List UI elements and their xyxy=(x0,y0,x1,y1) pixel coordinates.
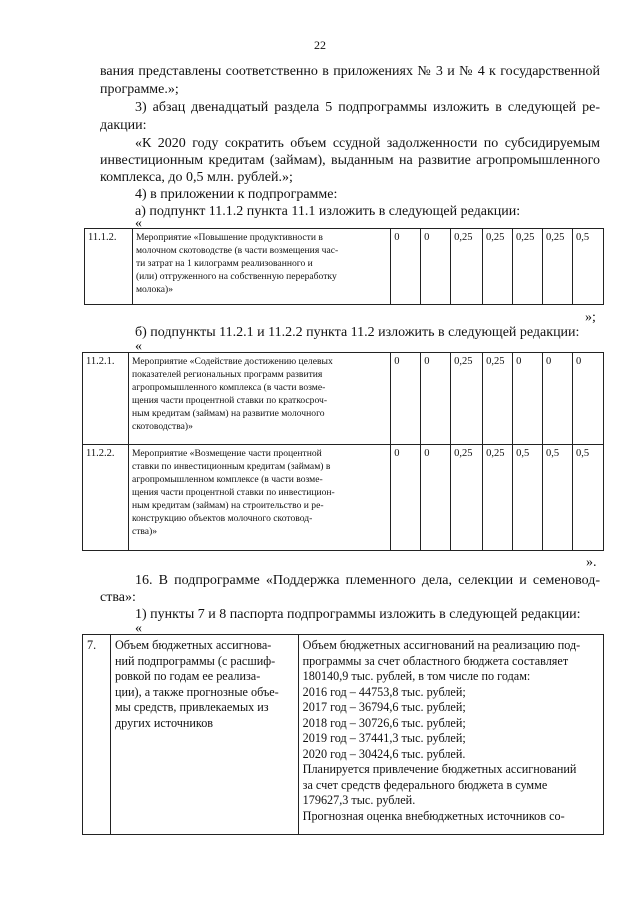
table-row xyxy=(83,445,604,551)
opening-quote: « xyxy=(135,216,142,231)
paragraph-line: б) подпункты 11.2.1 и 11.2.2 пункта 11.2 изложить в следующей редакции: xyxy=(135,325,580,340)
table-row xyxy=(83,635,604,835)
value-cell: 0,5 xyxy=(572,445,603,551)
value-cell: 0 xyxy=(391,229,421,305)
row-number: 7. xyxy=(83,635,111,835)
paragraph-line: 3) абзац двенадцатый раздела 5 подпрограммы изложить в следующей ре- xyxy=(135,100,600,115)
desc-line: скотоводства)» xyxy=(131,421,193,432)
table-row xyxy=(85,229,604,305)
row-number: 11.2.2. xyxy=(83,445,129,551)
paragraph-line: инвестиционным кредитам (займам), выданным на развитие агропромышленного xyxy=(100,153,600,168)
value-cell: 0 xyxy=(572,353,603,445)
desc-line: щения части процентной ставки по краткосроч- xyxy=(131,395,328,406)
table-subitem-11-1-2 xyxy=(84,228,604,305)
row-label xyxy=(110,635,298,835)
closing-quote: »; xyxy=(585,310,596,325)
row-description xyxy=(128,445,390,551)
page-number: 22 xyxy=(314,38,326,52)
desc-line: молочном скотоводстве (в части возмещения час- xyxy=(135,245,339,256)
desc-line: (или) отгруженного на собственную переработку xyxy=(135,271,337,282)
content-line: 180140,9 тыс. рублей, в том числе по годам: xyxy=(302,669,531,683)
value-cell: 0,25 xyxy=(483,229,513,305)
paragraph-line: «К 2020 году сократить объем ссудной задолженности по субсидируемым xyxy=(135,136,600,151)
content-line: 179627,3 тыс. рублей. xyxy=(302,793,416,807)
table-passport-item-7 xyxy=(82,634,604,835)
label-line: ции), а также прогнозные объе- xyxy=(114,684,279,699)
content-line: 2020 год – 30424,6 тыс. рублей. xyxy=(302,746,466,761)
paragraph-line: а) подпункт 11.1.2 пункта 11.1 изложить в следующей редакции: xyxy=(135,204,521,219)
content-line: 2017 год – 36794,6 тыс. рублей; xyxy=(302,700,466,714)
value-cell: 0 xyxy=(421,353,451,445)
desc-line: Мероприятие «Повышение продуктивности в xyxy=(135,232,323,243)
desc-line: ным кредитам (займам) на строительство и ре- xyxy=(131,500,324,511)
value-cell: 0,25 xyxy=(451,353,483,445)
table-row xyxy=(83,353,604,445)
row-content xyxy=(298,635,603,835)
paragraph-line: комплекса, до 0,5 млн. рублей.»; xyxy=(100,170,293,185)
desc-line: агропромышленном комплексе (в части возме- xyxy=(131,474,323,485)
desc-line: молока)» xyxy=(135,284,174,295)
row-number: 11.2.1. xyxy=(83,353,129,445)
content-line: 2016 год – 44753,8 тыс. рублей; xyxy=(302,684,466,699)
desc-line: ти затрат на 1 килограмм реализованного и xyxy=(135,258,313,269)
content-line: 2019 год – 37441,3 тыс. рублей; xyxy=(302,731,466,745)
paragraph-line: 16. В подпрограмме «Поддержка племенного дела, селекции и семеновод- xyxy=(135,573,600,588)
paragraph-line: ства»: xyxy=(100,590,136,605)
content-line: программы за счет областного бюджета составляет xyxy=(302,653,569,668)
value-cell: 0,5 xyxy=(513,445,543,551)
paragraph-line: вания представлены соответственно в приложениях № 3 и № 4 к государственной xyxy=(100,64,600,79)
value-cell: 0,25 xyxy=(451,445,483,551)
content-line: Прогнозная оценка внебюджетных источников со- xyxy=(302,808,565,823)
value-cell: 0 xyxy=(543,353,573,445)
label-line: мы средств, привлекаемых из xyxy=(114,700,269,714)
value-cell: 0,25 xyxy=(513,229,543,305)
opening-quote: « xyxy=(135,339,142,354)
label-line: ровкой по годам ее реализа- xyxy=(114,669,261,683)
row-number: 11.1.2. xyxy=(85,229,133,305)
desc-line: щения части процентной ставки по инвестицион- xyxy=(131,487,335,498)
value-cell: 0 xyxy=(421,229,451,305)
label-line: ний подпрограммы (с расшиф- xyxy=(114,653,276,668)
closing-quote: ». xyxy=(586,555,597,570)
value-cell: 0,5 xyxy=(543,445,573,551)
desc-line: агропромышленного комплекса (в части возме- xyxy=(131,382,326,393)
opening-quote: « xyxy=(135,621,142,636)
row-description xyxy=(132,229,390,305)
desc-line: конструкцию объектов молочного скотовод- xyxy=(131,513,313,524)
paragraph-line: дакции: xyxy=(100,118,147,133)
value-cell: 0 xyxy=(513,353,543,445)
value-cell: 0,25 xyxy=(483,445,513,551)
value-cell: 0 xyxy=(391,445,421,551)
desc-line: ства)» xyxy=(131,526,158,537)
table-subitems-11-2 xyxy=(82,352,604,551)
paragraph-line: 4) в приложении к подпрограмме: xyxy=(135,187,338,202)
content-line: Планируется привлечение бюджетных ассигнований xyxy=(302,762,577,776)
paragraph-line: программе.»; xyxy=(100,82,179,97)
value-cell: 0,25 xyxy=(451,229,483,305)
content-line: 2018 год – 30726,6 тыс. рублей; xyxy=(302,715,466,730)
desc-line: Мероприятие «Возмещение части процентной xyxy=(131,448,322,459)
label-line: Объем бюджетных ассигнова- xyxy=(114,638,272,652)
desc-line: ным кредитам (займам) на развитие молочного xyxy=(131,408,325,419)
desc-line: ставки по инвестиционным кредитам (займам) в xyxy=(131,461,331,472)
desc-line: показателей региональных программ развития xyxy=(131,369,323,380)
value-cell: 0,5 xyxy=(572,229,603,305)
value-cell: 0 xyxy=(421,445,451,551)
row-description xyxy=(128,353,390,445)
content-line: Объем бюджетных ассигнований на реализацию под- xyxy=(302,638,581,652)
paragraph-line: 1) пункты 7 и 8 паспорта подпрограммы изложить в следующей редакции: xyxy=(135,607,581,622)
value-cell: 0 xyxy=(391,353,421,445)
label-line: других источников xyxy=(114,715,214,730)
value-cell: 0,25 xyxy=(542,229,572,305)
value-cell: 0,25 xyxy=(483,353,513,445)
content-line: за счет средств федерального бюджета в сумме xyxy=(302,777,548,792)
desc-line: Мероприятие «Содействие достижению целевых xyxy=(131,356,333,367)
